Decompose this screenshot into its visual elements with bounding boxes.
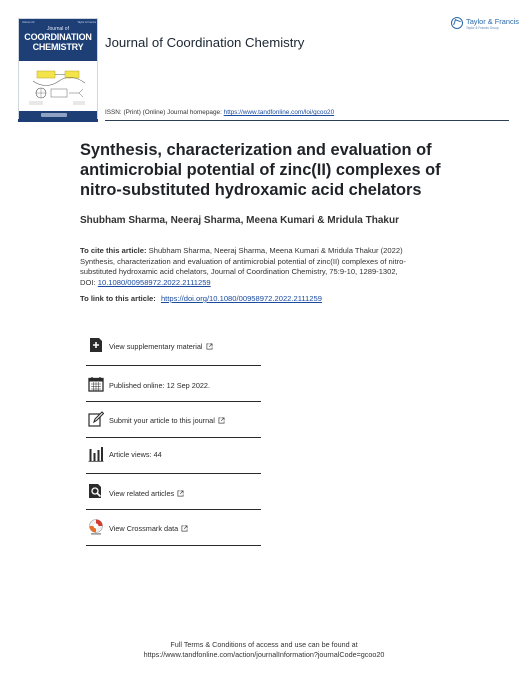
cover-volume: Volume 00: [22, 21, 35, 24]
external-link-icon: [206, 343, 213, 350]
masthead-accent-bar: [18, 119, 98, 122]
article-doi-url[interactable]: https://doi.org/10.1080/00958972.2022.2111259: [160, 294, 322, 303]
citation-doi-prefix: DOI:: [80, 277, 96, 287]
masthead-divider: [105, 120, 509, 121]
cover-title-line1: COORDINATION: [24, 32, 92, 42]
article-title-line: antimicrobial potential of zinc(II) complexes of: [80, 161, 441, 179]
calendar-icon: [88, 376, 104, 392]
issn-text: ISSN: (Print) (Online) Journal homepage:: [105, 109, 222, 116]
terms-footer-url[interactable]: https://www.tandfonline.com/action/journalInformation?journalCode=gcoo20: [143, 649, 385, 659]
publisher-name: Taylor & Francis: [466, 17, 519, 26]
action-row-views: [86, 438, 261, 474]
action-label: View supplementary material: [109, 342, 203, 351]
external-link-icon: [177, 490, 184, 497]
external-link-icon: [218, 417, 225, 424]
cover-scheme-illustration: [25, 65, 93, 109]
article-title-line: nitro-substituted hydroxamic acid chelators: [80, 181, 422, 199]
submit-article-icon: [88, 411, 104, 427]
publisher-logo[interactable]: [451, 16, 519, 32]
cover-title-line2: CHEMISTRY: [32, 42, 84, 52]
issn-line: [105, 109, 334, 116]
external-link-icon: [181, 525, 188, 532]
terms-footer-text: Full Terms & Conditions of access and use can be found at: [170, 640, 358, 649]
action-label: Article views: 44: [109, 450, 162, 459]
journal-homepage-link[interactable]: https://www.tandfonline.com/loi/gcoo20: [223, 109, 335, 116]
journal-cover-thumbnail: [18, 18, 98, 120]
terms-footer: [0, 640, 528, 659]
article-link-line: [80, 294, 322, 303]
related-articles-icon: [88, 483, 104, 499]
publisher-tagline: Taylor & Francis Group: [466, 26, 499, 30]
action-label: View Crossmark data: [109, 524, 179, 533]
supplementary-material-icon: [88, 337, 104, 353]
article-link-label: To link to this article:: [80, 294, 156, 303]
action-row-crossmark[interactable]: [86, 510, 261, 546]
action-label: Submit your article to this journal: [109, 416, 215, 425]
crossmark-icon: [88, 519, 104, 535]
citation-block: [80, 246, 500, 288]
action-row-published: [86, 366, 261, 402]
bar-chart-icon: [88, 446, 104, 462]
citation-line: Shubham Sharma, Neeraj Sharma, Meena Kumari & Mridula Thakur (2022): [148, 246, 403, 255]
citation-doi-link[interactable]: 10.1080/00958972.2022.2111259: [97, 277, 211, 287]
action-row-submit[interactable]: [86, 402, 261, 438]
action-row-supplementary[interactable]: [86, 330, 261, 366]
cover-journal-small: Journal of: [47, 26, 69, 32]
article-title-line: Synthesis, characterization and evaluation of: [80, 141, 432, 159]
citation-label: To cite this article:: [80, 246, 147, 255]
article-title: [80, 140, 500, 200]
citation-line: substituted hydroxamic acid chelators, Journal of Coordination Chemistry, 75:9-10, 1289-1302,: [80, 267, 398, 277]
publisher-logo-icon: [451, 17, 463, 29]
action-label: Published online: 12 Sep 2022.: [109, 381, 211, 390]
action-label: View related articles: [109, 489, 175, 498]
journal-name: Journal of Coordination Chemistry: [105, 35, 305, 50]
cover-footer-band: [19, 111, 97, 119]
article-authors: Shubham Sharma, Neeraj Sharma, Meena Kumari & Mridula Thakur: [80, 215, 399, 226]
cover-top-strip: [22, 21, 96, 24]
citation-line: Synthesis, characterization and evaluation of antimicrobial potential of zinc(II) complexes of nitro-: [80, 256, 406, 266]
article-actions-list: [86, 330, 261, 546]
cover-publisher: Taylor & Francis: [77, 21, 96, 24]
action-row-related[interactable]: [86, 474, 261, 510]
